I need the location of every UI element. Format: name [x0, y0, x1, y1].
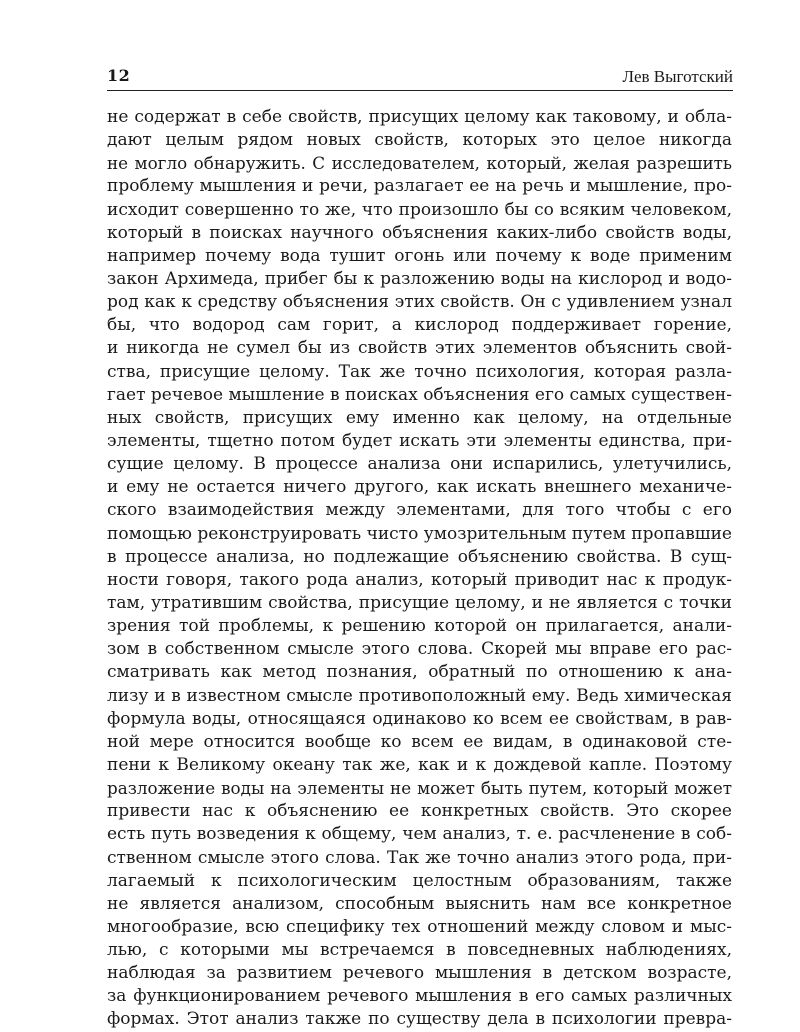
text-line: бы, что водород сам горит, а кислород поддерживает горение,: [107, 315, 732, 336]
text-line: ского взаимодействия между элементами, для того чтобы с его: [107, 500, 732, 521]
text-line: формах. Этот анализ также по существу дела в психологии превра-: [107, 1009, 732, 1030]
text-line: формула воды, относящаяся одинаково ко всем ее свойствам, в рав-: [107, 708, 732, 729]
text-line: например почему вода тушит огонь или почему к воде применим: [107, 245, 732, 266]
text-line: который в поисках научного объяснения каких-либо свойств воды,: [107, 222, 732, 243]
running-head-author: Лев Выготский: [622, 67, 733, 86]
text-line: ности говоря, такого рода анализ, который приводит нас к продук-: [107, 569, 732, 590]
text-line: не является анализом, способным выяснить нам все конкретное: [107, 893, 732, 914]
text-line: привести нас к объяснению ее конкретных свойств. Это скорее: [107, 801, 732, 822]
text-line: ственном смысле этого слова. Так же точно анализ этого рода, при-: [107, 847, 732, 868]
text-line: и никогда не сумел бы из свойств этих элементов объяснить свой-: [107, 338, 732, 359]
text-line: ной мере относится вообще ко всем ее видам, в одинаковой сте-: [107, 731, 732, 752]
text-line: не могло обнаружить. С исследователем, который, желая разрешить: [107, 153, 732, 174]
body-text: [107, 106, 732, 1032]
text-line: в процессе анализа, но подлежащие объяснению свойства. В сущ-: [107, 546, 732, 567]
text-line: ства, присущие целому. Так же точно психология, которая разла-: [107, 361, 732, 382]
text-line: пени к Великому океану так же, как и к дождевой капле. Поэтому: [107, 754, 732, 775]
text-line: не содержат в себе свойств, присущих целому как таковому, и обла-: [107, 107, 732, 127]
text-line: лагаемый к психологическим целостным образованиям, также: [107, 870, 732, 891]
text-line: дают целым рядом новых свойств, которых это целое никогда: [107, 130, 732, 151]
text-line: там, утратившим свойства, присущие целому, и не является с точки: [107, 592, 732, 613]
text-line: лью, с которыми мы встречаемся в повседневных наблюдениях,: [107, 940, 732, 961]
running-head: [107, 64, 733, 91]
text-line: закон Архимеда, прибег бы к разложению воды на кислород и водо-: [107, 268, 732, 289]
text-line: за функционированием речевого мышления в его самых различных: [107, 986, 732, 1007]
text-line: разложение воды на элементы не может быть путем, который может: [107, 778, 732, 799]
text-line: есть путь возведения к общему, чем анализ, т. е. расчленение в соб-: [107, 824, 732, 845]
text-line: зрения той проблемы, к решению которой он прилагается, анали-: [107, 616, 732, 637]
text-line: зом в собственном смысле этого слова. Скорей мы вправе его рас-: [107, 639, 732, 660]
text-line: проблему мышления и речи, разлагает ее на речь и мышление, про-: [107, 176, 732, 197]
text-line: многообразие, всю специфику тех отношений между словом и мыс-: [107, 916, 732, 937]
text-line: ных свойств, присущих ему именно как целому, на отдельные: [107, 407, 732, 428]
text-line: сущие целому. В процессе анализа они испарились, улетучились,: [107, 454, 732, 475]
text-line: гает речевое мышление в поисках объяснения его самых существен-: [107, 384, 732, 405]
text-line: наблюдая за развитием речевого мышления в детском возрасте,: [107, 963, 732, 984]
text-line: и ему не остается ничего другого, как искать внешнего механиче-: [107, 477, 732, 498]
text-line: исходит совершенно то же, что произошло бы со всяким человеком,: [107, 199, 732, 220]
text-line: элементы, тщетно потом будет искать эти элементы единства, при-: [107, 430, 732, 451]
text-line: род как к средству объяснения этих свойств. Он с удивлением узнал: [107, 292, 732, 313]
text-line: лизу и в известном смысле противоположный ему. Ведь химическая: [107, 685, 732, 706]
text-line: помощью реконструировать чисто умозрительным путем пропавшие: [107, 523, 732, 544]
text-line: сматривать как метод познания, обратный по отношению к ана-: [107, 662, 732, 683]
page-number: 12: [107, 66, 131, 85]
